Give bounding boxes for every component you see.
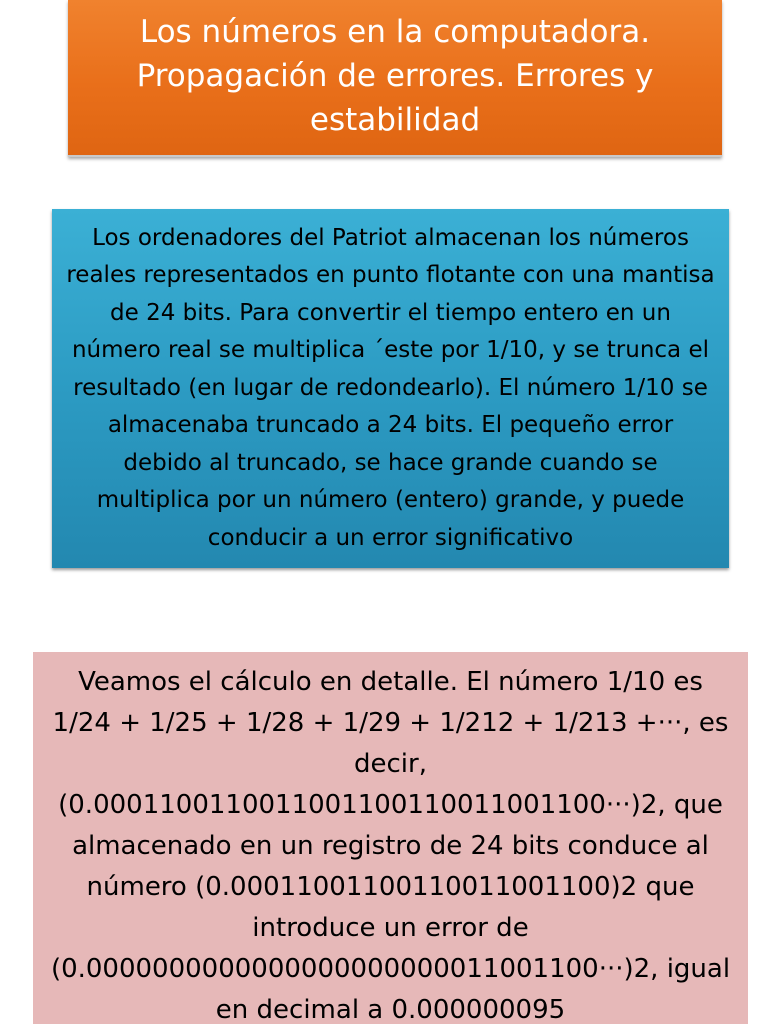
- calculation-paragraph: Veamos el cálculo en detalle. El número 1/10 es 1/24 + 1/25 + 1/28 + 1/29 + 1/212 + 1/213 +···, es decir, (0.0001100110011001100110011001100···)2, que almacenado en un registro de 24 bits conduce al número (0.00011001100110011001100)2 que introduce un error de (0.0000000000000000000000011001100···)2, igual en decimal a 0.000000095: [50, 667, 731, 1024]
- patriot-paragraph: Los ordenadores del Patriot almacenan los números reales representados en punto flotante con una mantisa de 24 bits. Para convertir el tiempo entero en un número real se multiplica ´este por 1/10, y se trunca el resultado (en lugar de redondearlo). El número 1/10 se almacenaba truncado a 24 bits. El pequeño error debido al truncado, se hace grande cuando se multiplica por un número (entero) grande, y puede conducir a un error significativo: [66, 224, 715, 551]
- slide-title: Los números en la computadora. Propagación de errores. Errores y estabilidad: [136, 13, 654, 138]
- patriot-text-box: [52, 209, 729, 568]
- title-box: [68, 0, 722, 157]
- calculation-text-box: [33, 652, 748, 1024]
